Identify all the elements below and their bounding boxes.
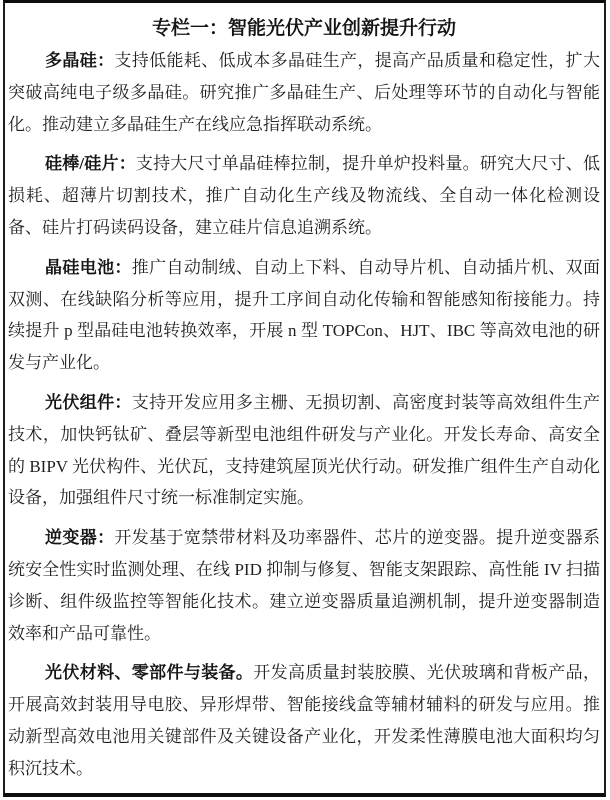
paragraph-label: 硅棒/硅片： (45, 154, 136, 174)
paragraph-label: 光伏组件： (45, 392, 132, 412)
paragraph-inverter (8, 522, 600, 649)
paragraph-text: 支持低能耗、低成本多晶硅生产，提高产品质量和稳定性，扩大突破高纯电子级多晶硅。研究推广多晶硅生产、后处理等环节的自动化与智能化。推动建立多晶硅生产在线应急指挥联动系统。 (8, 51, 601, 134)
paragraph-label: 多晶硅： (45, 51, 115, 70)
paragraph-text: 推广自动制绒、自动上下料、自动导片机、自动插片机、双面双测、在线缺陷分析等应用，提升工序间自动化传输和智能感知衔接能力。持续提升 p 型晶硅电池转换效率，开展 n 型 TOPCon、HJT、IBC 等高效电池的研发与产业化。 (8, 257, 601, 373)
paragraph-text: 支持开发应用多主栅、无损切割、高密度封装等高效组件生产技术，加快钙钛矿、叠层等新型电池组件研发与产业化。开发长寿命、高安全的 BIPV 光伏构件、光伏瓦，支持建筑屋顶光伏行动。研发推广组件生产自动化设备，加强组件尺寸统一标准制定实施。 (8, 392, 601, 508)
paragraph-polysilicon (8, 45, 600, 140)
paragraph-text: 支持大尺寸单晶硅棒拉制，提升单炉投料量。研究大尺寸、低损耗、超薄片切割技术，推广自动化生产线及物流线、全自动一体化检测设备、硅片打码读码设备，建立硅片信息追溯系统。 (8, 154, 600, 237)
paragraph-label: 光伏材料、零部件与装备。 (45, 663, 254, 683)
paragraph-materials-equipment (8, 657, 600, 784)
paragraph-label: 逆变器： (45, 528, 115, 548)
column-box (3, 0, 606, 797)
page-title: 专栏一：智能光伏产业创新提升行动 (151, 18, 456, 39)
paragraph-pv-module (8, 387, 600, 514)
paragraph-label: 晶硅电池： (45, 257, 132, 277)
paragraph-text: 开发高质量封装胶膜、光伏玻璃和背板产品，开展高效封装用导电胶、异形焊带、智能接线盒等辅材辅料的研发与应用。推动新型高效电池用关键部件及关键设备产业化，开发柔性薄膜电池大面积均匀积沉技术。 (8, 663, 601, 778)
paragraph-text: 开发基于宽禁带材料及功率器件、芯片的逆变器。提升逆变器系统安全性实时监测处理、在线 PID 抑制与修复、智能支架跟踪、高性能 IV 扫描诊断、组件级监控等智能化技术。建立逆变器质量追溯机制，提升逆变器制造效率和产品可靠性。 (8, 528, 601, 643)
paragraph-silicon-rod-wafer (8, 148, 600, 243)
paragraph-crystalline-cell (8, 252, 600, 379)
